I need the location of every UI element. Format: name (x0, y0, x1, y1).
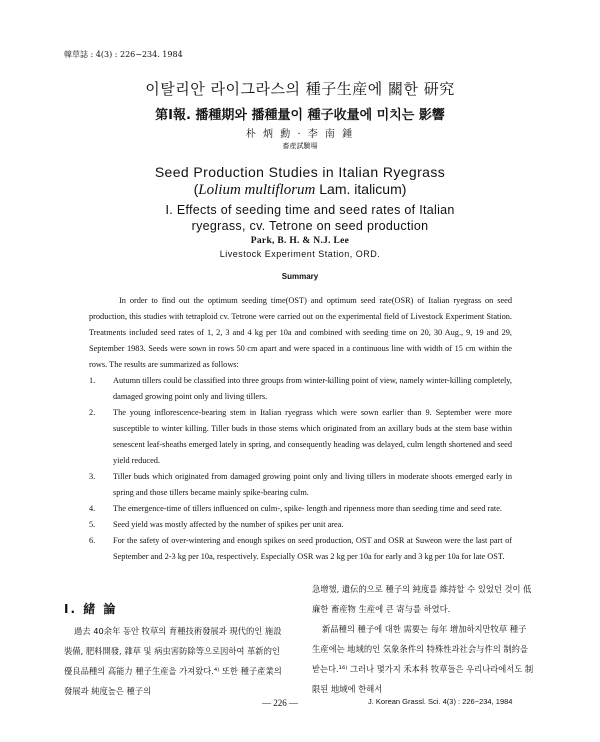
intro-paragraph: 過去 40余年 동안 牧草의 育種技術發展과 現代的인 施設裝備, 肥料開發, 雜草 및 病虫害防除等으로因하여 革新的인 優良品種의 高能力 種子生産을 가져왔다.⁴⁾ 또한 種子產業의 發展과 純度높은 種子의 (64, 626, 282, 696)
intro-paragraph-continued: 急增했, 遺伝的으로 種子의 純度를 維持할 수 있었던 것이 低廉한 畜産物 生産에 큰 寄与를 하였다. (312, 584, 532, 614)
summary-item (89, 501, 512, 517)
species-suffix: Lam. italicum) (315, 181, 407, 197)
item-number: 1. (89, 376, 96, 385)
korean-authors: 朴 炳 勳 · 李 南 鍾 (245, 129, 355, 140)
english-title-species (0, 181, 600, 199)
intro-paragraph-2: 新品種의 種子에 대한 需要는 每年 增加하지만牧草 種子生産에는 地域的인 気象条件의 特殊性과社会与件의 制約을 받는다.¹⁶⁾ 그러나 몇가지 禾本科 牧草들은 우리나라에서도 制限된 地域에 한해서 (312, 624, 534, 694)
english-authors: Park, B. H. & N.J. Lee (250, 236, 350, 246)
item-number: 4. (89, 504, 96, 513)
left-column (64, 621, 286, 701)
summary-body (89, 293, 512, 565)
right-column (312, 579, 534, 699)
summary-item (89, 469, 512, 501)
summary-item (89, 533, 512, 565)
korean-title: 이탈리안 라이그라스의 種子生産에 關한 研究 (145, 80, 455, 98)
part-title: Ⅰ. Effects of seeding time and seed rates of Italian ryegrass, cv. Tetrone on seed production (165, 203, 455, 233)
item-number: 3. (89, 472, 96, 481)
footer-journal: J. Korean Grassl. Sci. 4(3) : 226~234, 1984 (368, 697, 513, 706)
summary-item (89, 517, 512, 533)
journal-citation-header: 韓草誌 : 4(3) : 226~234. 1984 (64, 50, 183, 59)
item-text: Tiller buds which originated from damaged growing point only and living tillers in moderate shoots emerged early in spring and those tillers became mainly spike-bearing culm. (113, 472, 512, 497)
item-text: Autumn tillers could be classified into three groups from winter-killing point of view, namely winter-killing completely, damaged growing point only and living tillers. (113, 376, 512, 401)
summary-list (89, 373, 512, 565)
summary-item (89, 405, 512, 469)
korean-affiliation: 畜産試驗場 (282, 142, 318, 150)
item-number: 2. (89, 408, 96, 417)
english-title: Seed Production Studies in Italian Ryegrass (154, 164, 446, 180)
section-heading-introduction: Ⅰ. 緒 論 (64, 602, 118, 616)
item-number: 6. (89, 536, 96, 545)
item-text: The young inflorescence-bearing stem in Italian ryegrass which were sown earlier than 9. September were more susceptible to winter killing. Tiller buds in those stems which originated from an axillary buds at the stem base within senescent leaf-sheaths emerged lately in spring, and consequently heading was delayed, culm length shortened and seed yield reduced. (113, 408, 512, 465)
summary-heading: Summary (281, 272, 319, 281)
item-text: Seed yield was mostly affected by the number of spikes per unit area. (113, 520, 344, 529)
english-affiliation: Livestock Experiment Station, ORD. (219, 249, 381, 259)
korean-subtitle: 第Ⅰ報. 播種期와 播種量이 種子收量에 미치는 影響 (155, 108, 445, 123)
paren-open: ( (193, 181, 199, 197)
summary-intro: In order to find out the optimum seeding time(OST) and optimum seed rate(OSR) of Italian ryegrass on seed production, this studies with tetraploid cv. Tetrone were carried out on the experimental field of Livestock Experiment Station. Treatments included seed rates of 1, 2, 3 and 4 kg per 10a and combined with seeding time on 20, 30 Aug., 9, 19 and 29, September 1983. Seeds were sown in rows 50 cm apart and were spaced in a continuous line with width of 15 cm within the rows. The results are summarized as follows: (89, 296, 512, 369)
summary-item (89, 373, 512, 405)
item-number: 5. (89, 520, 96, 529)
item-text: The emergence-time of tillers influenced on culm-, spike- length and ripenness more than seeding time and seed rate. (113, 504, 502, 513)
page-number: — 226 — (262, 698, 298, 708)
species-name: Lolium multiflorum (198, 182, 316, 198)
item-text: For the safety of over-wintering and enough spikes on seed production, OST and OSR at Suweon were the last part of September and 2-3 kg per 10a, respectively. Especially OSR was 2 kg per 10a for early and 3 kg per 10a for late OST. (113, 536, 512, 561)
